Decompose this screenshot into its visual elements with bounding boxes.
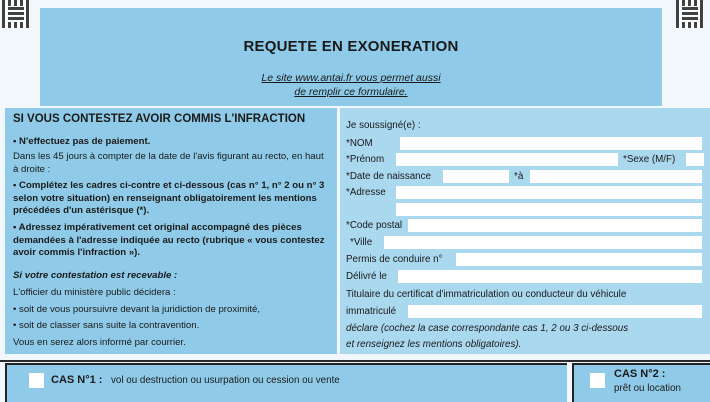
declare-label: déclare (cochez la case correspondante cas 1, 2 ou 3 ci-dessous [346,323,629,334]
declare-label-2: et renseignez les mentions obligatoires). [346,339,522,350]
lieu-naissance-label: *à [514,171,524,182]
identity-form [340,108,710,354]
permis-field[interactable] [456,253,702,266]
permis-label: Permis de conduire n° [346,254,443,265]
lieu-naissance-field[interactable] [530,170,702,183]
delivre-label: Délivré le [346,271,387,282]
subtitle-line-2: de remplir ce formulaire. [294,86,408,98]
sexe-field[interactable] [686,153,704,166]
qr-code-top-left [2,0,30,28]
instruction-prosecute: • soit de vous poursuivre devant la juridiction de proximité, [13,304,261,315]
cas-1-label: CAS N°1 : [51,374,103,386]
form-header [40,8,662,106]
form-subtitle[interactable] [40,71,662,99]
code-postal-label: *Code postal [346,220,403,231]
nom-field[interactable] [400,137,702,150]
adresse-field-2[interactable] [396,203,702,216]
titulaire-label: Titulaire du certificat d'immatriculation ou conducteur du véhicule [346,289,627,300]
cas-2-checkbox[interactable] [590,373,605,388]
cas-1-section [5,363,567,402]
cas-2-text: prêt ou location [614,383,681,394]
nom-label: *NOM [346,138,373,149]
instruction-officer: L'officier du ministère public décidera : [13,287,176,298]
date-naissance-label: *Date de naissance [346,171,431,182]
cas-2-section [572,363,710,402]
prenom-label: *Prénom [346,154,385,165]
subtitle-line-1: Le site www.antai.fr vous permet aussi [261,72,441,84]
prenom-field[interactable] [396,153,618,166]
instruction-informed: Vous en serez alors informé par courrier. [13,337,186,348]
instruction-no-payment: • N'effectuez pas de paiement. [13,136,151,147]
immatricule-label: immatriculé [346,306,397,317]
form-title: REQUETE EN EXONERATION [243,38,459,55]
instruction-dismiss: • soit de classer sans suite la contravention. [13,320,200,331]
date-naissance-field[interactable] [443,170,509,183]
instruction-receivable-heading: Si votre contestation est recevable : [13,270,178,281]
ville-label: *Ville [350,237,373,248]
instruction-send-original: • Adressez impérativement cet original accompagné des pièces demandées à l'adresse indiquée au recto (rubrique « vous contestez avoir commis l'infraction »). [13,222,325,258]
instructions-title: SI VOUS CONTESTEZ AVOIR COMMIS L'INFRACTION [13,113,306,125]
soussigne-label: Je soussigné(e) : [346,120,421,131]
divider [0,360,710,362]
delivre-field[interactable] [398,270,702,283]
instruction-deadline: Dans les 45 jours à compter de la date de l'avis figurant au recto, en haut à droite : [13,151,324,175]
cas-1-checkbox[interactable] [29,373,44,388]
ville-field[interactable] [384,236,702,249]
code-postal-field[interactable] [408,219,702,232]
cas-1-text: vol ou destruction ou usurpation ou cession ou vente [111,375,340,386]
instructions-panel [5,108,337,354]
sexe-label: *Sexe (M/F) [623,154,676,165]
immatricule-field[interactable] [408,305,702,318]
cas-2-label: CAS N°2 : [614,368,666,380]
instruction-complete-frames: • Complétez les cadres ci-contre et ci-dessous (cas n° 1, n° 2 ou n° 3 selon votre situation) en renseignant obligatoirement les mentions précédées d'un astérisque (*). [13,180,325,216]
adresse-label: *Adresse [346,187,386,198]
qr-code-top-right [676,0,704,28]
adresse-field-1[interactable] [396,186,702,199]
